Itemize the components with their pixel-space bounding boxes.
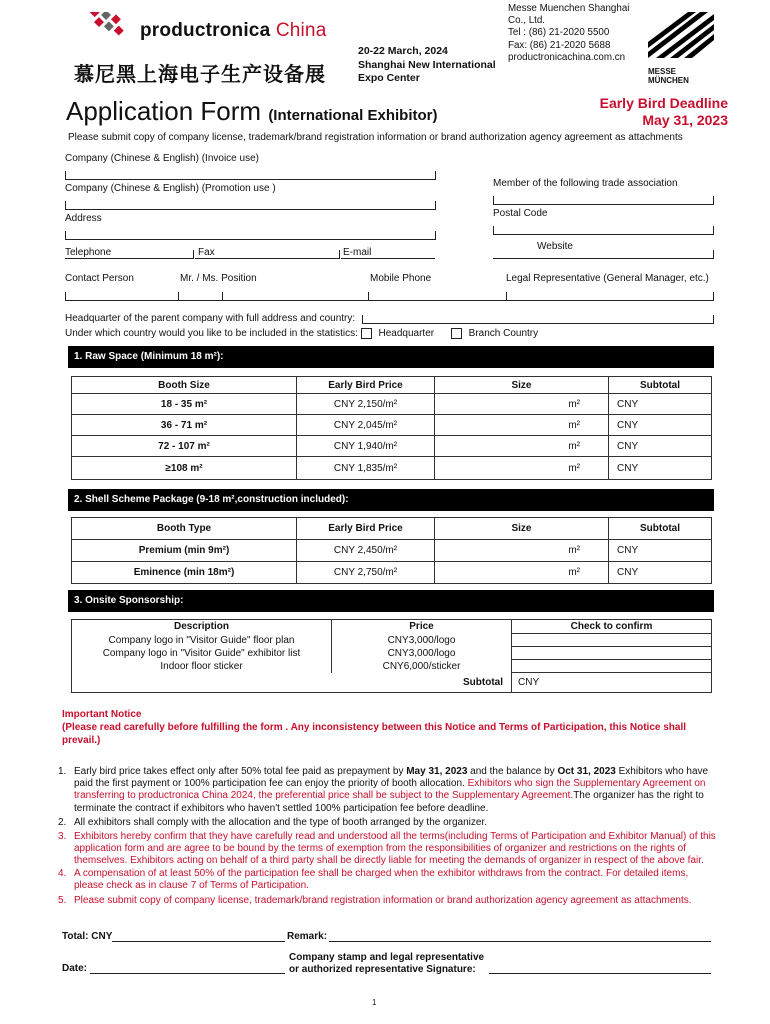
sponsorship-table xyxy=(71,619,712,693)
label-email: E-mail xyxy=(343,247,372,258)
label-mobile-phone: Mobile Phone xyxy=(370,273,432,284)
th-subtotal: Subtotal xyxy=(609,518,712,540)
label-fax: Fax xyxy=(198,247,215,258)
th-description: Description xyxy=(72,620,332,634)
th-size: Size xyxy=(435,518,609,540)
remark-field[interactable] xyxy=(329,941,711,942)
item-number: 5. xyxy=(58,894,67,906)
label-salutation-position: Mr. / Ms. Position xyxy=(180,273,257,284)
event-info xyxy=(358,45,496,86)
event-venue-line-1: Shanghai New International xyxy=(358,58,496,71)
th-early-bird-price: Early Bird Price xyxy=(297,377,435,394)
attachment-note: Please submit copy of company license, trademark/brand registration information or brand authorization agency agreement as attachments xyxy=(68,132,683,143)
important-notice xyxy=(62,708,702,747)
subtotal-input-cell[interactable]: CNY xyxy=(609,562,712,584)
list-item: 1. Early bird price takes effect only after 50% total fee paid as prepayment by May 31, 2023 and the balance by Oct 31, 2023 Exhibitors who have paid the first payment or 100% participation fee can enjoy the priority of booth allocation. Exhibitors who sign the Supplementary Agreement on transferring to productronica China 2024, the preferential price shall be subject to the Supplementary Agreement.The organizer has the right to terminate the contract if exhibitors who haven't settled 100% participation fee before deadline. xyxy=(58,766,709,814)
productronica-logo-icon xyxy=(72,12,150,52)
page-title: Application Form (International Exhibitor) xyxy=(66,96,438,126)
th-price: Price xyxy=(332,620,512,634)
item-number: 3. xyxy=(58,831,67,843)
sponsor-subtotal-input[interactable]: CNY xyxy=(512,673,712,693)
item-number: 2. xyxy=(58,816,67,828)
field-tick xyxy=(222,292,223,301)
field-tick xyxy=(65,231,66,240)
th-booth-type: Booth Type xyxy=(72,518,297,540)
shell-scheme-table xyxy=(71,517,712,584)
contact-row-field[interactable] xyxy=(65,300,714,301)
item-number: 1. xyxy=(58,766,67,777)
messe-stripes-icon xyxy=(648,12,714,58)
field-tick xyxy=(368,292,369,301)
messe-logo-text-1: MESSE xyxy=(648,67,677,76)
date-label: Date: xyxy=(62,963,88,974)
size-input-cell[interactable]: m² xyxy=(435,415,609,436)
size-input-cell[interactable]: m² xyxy=(435,562,609,584)
field-tick xyxy=(493,226,494,235)
field-tick xyxy=(362,315,363,324)
sponsor-price-cell: CNY6,000/sticker xyxy=(332,660,512,673)
section3-header: 3. Onsite Sponsorship: xyxy=(68,590,714,612)
field-tick xyxy=(178,292,179,301)
check-confirm-cell[interactable] xyxy=(512,660,712,673)
org-fax: Fax: (86) 21-2020 5688 xyxy=(508,39,611,51)
label-company-invoice: Company (Chinese & English) (Invoice use) xyxy=(65,153,259,164)
label-contact-person: Contact Person xyxy=(65,273,134,284)
price-cell: CNY 2,045/m² xyxy=(297,415,435,436)
table-row xyxy=(72,540,712,562)
th-subtotal: Subtotal xyxy=(609,377,712,394)
telephone-field[interactable] xyxy=(65,258,193,259)
sponsor-subtotal-label: Subtotal xyxy=(72,673,512,693)
sponsor-description-cell: Company logo in "Visitor Guide" exhibitor list xyxy=(72,647,332,660)
field-tick xyxy=(339,250,340,259)
field-tick xyxy=(506,292,507,301)
date-field[interactable] xyxy=(90,973,285,974)
list-item: 2. All exhibitors shall comply with the allocation and the type of booth arranged by the organizer. xyxy=(58,816,488,828)
company-invoice-field[interactable] xyxy=(65,179,435,180)
booth-type-cell: Premium (min 9m²) xyxy=(72,540,297,562)
subtotal-input-cell[interactable]: CNY xyxy=(609,436,712,457)
item-number: 4. xyxy=(58,868,67,880)
headquarter-checkbox[interactable] xyxy=(361,328,372,339)
messe-muenchen-logo xyxy=(648,12,714,84)
page-number: 1 xyxy=(372,998,377,1007)
organizer-info xyxy=(508,3,629,64)
address-field[interactable] xyxy=(65,239,435,240)
label-postal-code: Postal Code xyxy=(493,208,548,219)
size-input-cell[interactable]: m² xyxy=(435,394,609,415)
postal-code-field[interactable] xyxy=(493,234,714,235)
label-headquarter-option: Headquarter xyxy=(378,328,435,340)
field-tick xyxy=(713,196,714,205)
field-tick xyxy=(713,315,714,324)
th-booth-size: Booth Size xyxy=(72,377,297,394)
th-check-to-confirm: Check to confirm xyxy=(512,620,712,634)
field-tick xyxy=(193,250,194,259)
notice-heading: Important Notice xyxy=(62,709,142,720)
table-row xyxy=(72,457,712,480)
label-statistics: Under which country would you like to be included in the statistics: xyxy=(65,328,358,340)
field-tick xyxy=(435,201,436,210)
field-tick xyxy=(713,250,714,259)
price-cell: CNY 1,835/m² xyxy=(297,457,435,480)
org-name: Messe Muenchen Shanghai xyxy=(508,3,630,14)
label-legal-representative: Legal Representative (General Manager, etc.) xyxy=(506,273,709,284)
list-item: 4. A compensation of at least 50% of the participation fee shall be charged when the exhibitor withdraws from the contract. For detailed items, please check as in clause 7 of Terms of Participation. xyxy=(58,868,689,892)
org-tel: Tel : (86) 21-2020 5500 xyxy=(508,27,610,39)
th-size: Size xyxy=(435,377,609,394)
sponsor-description-cell: Indoor floor sticker xyxy=(72,660,332,673)
remark-label: Remark: xyxy=(287,931,328,942)
section2-header: 2. Shell Scheme Package (9-18 m²,construction included): xyxy=(68,489,714,511)
signature-label: Company stamp and legal representative or authorized representative Signature: xyxy=(289,952,485,975)
sponsor-price-cell: CNY3,000/logo xyxy=(332,634,512,647)
label-headquarter: Headquarter of the parent company with full address and country: xyxy=(65,313,356,324)
subtotal-input-cell[interactable]: CNY xyxy=(609,540,712,562)
sponsor-price-cell: CNY3,000/logo xyxy=(332,647,512,660)
table-row xyxy=(72,634,712,647)
website-field[interactable] xyxy=(493,258,714,259)
early-bird-deadline: Early Bird Deadline May 31, 2023 xyxy=(599,95,728,128)
notice-list xyxy=(58,766,718,907)
total-label: Total: CNY xyxy=(62,931,113,942)
headquarter-field[interactable] xyxy=(362,323,714,324)
field-tick xyxy=(713,292,714,301)
subtotal-input-cell[interactable]: CNY xyxy=(609,457,712,480)
field-tick xyxy=(435,231,436,240)
raw-space-table xyxy=(71,376,712,480)
table-row xyxy=(72,562,712,584)
fax-field[interactable] xyxy=(195,258,339,259)
field-tick xyxy=(65,292,66,301)
booth-type-cell: Eminence (min 18m²) xyxy=(72,562,297,584)
total-field[interactable] xyxy=(112,941,285,942)
th-early-bird-price: Early Bird Price xyxy=(297,518,435,540)
section1-header: 1. Raw Space (Minimum 18 m²): xyxy=(68,346,714,368)
table-row xyxy=(72,647,712,660)
field-tick xyxy=(65,201,66,210)
booth-size-cell: 36 - 71 m² xyxy=(72,415,297,436)
check-confirm-cell[interactable] xyxy=(512,634,712,647)
company-promotion-field[interactable] xyxy=(65,209,435,210)
field-tick xyxy=(493,196,494,205)
field-tick xyxy=(713,226,714,235)
table-row xyxy=(72,415,712,436)
label-telephone: Telephone xyxy=(65,247,112,258)
booth-size-cell: 18 - 35 m² xyxy=(72,394,297,415)
list-item: 3. Exhibitors hereby confirm that they have carefully read and understood all the terms(including Terms of Participation and Exhibitor Manual) of this application form and are agree to be bound by the terms of exemption from the responsibilities of organizer and restrictions on the rights of themselves. Exhibitors acting on behalf of a third party shall be directly liable for meeting the demands of organizer in respect of the above fair. xyxy=(58,831,716,867)
org-website: productronicachina.com.cn xyxy=(508,51,626,63)
check-confirm-cell[interactable] xyxy=(512,647,712,660)
price-cell: CNY 2,450/m² xyxy=(297,540,435,562)
notice-subheading: (Please read carefully before fulfilling the form . Any inconsistency between this Notice and Terms of Participation, this Notice shall prevail.) xyxy=(62,722,687,746)
list-item: 5. Please submit copy of company license, trademark/brand registration information or brand authorization agency agreement as attachments. xyxy=(58,894,692,906)
label-member-association: Member of the following trade association xyxy=(493,178,678,189)
price-cell: CNY 1,940/m² xyxy=(297,436,435,457)
label-branch-country-option: Branch Country xyxy=(468,328,539,340)
table-row xyxy=(72,436,712,457)
branch-country-checkbox[interactable] xyxy=(451,328,462,339)
table-row xyxy=(72,394,712,415)
field-tick xyxy=(65,171,66,180)
table-row xyxy=(72,660,712,673)
chinese-brand-name: 慕尼黑上海电子生产设备展 xyxy=(74,62,326,86)
booth-size-cell: ≥108 m² xyxy=(72,457,297,480)
booth-size-cell: 72 - 107 m² xyxy=(72,436,297,457)
field-tick xyxy=(435,171,436,180)
subtotal-input-cell[interactable]: CNY xyxy=(609,394,712,415)
price-cell: CNY 2,750/m² xyxy=(297,562,435,584)
member-association-field[interactable] xyxy=(493,204,714,205)
size-input-cell[interactable]: m² xyxy=(435,540,609,562)
label-address: Address xyxy=(65,213,102,224)
size-input-cell[interactable]: m² xyxy=(435,436,609,457)
label-website: Website xyxy=(537,241,573,252)
statistics-row xyxy=(65,328,538,339)
event-venue-line-2: Expo Center xyxy=(358,72,420,84)
price-cell: CNY 2,150/m² xyxy=(297,394,435,415)
sponsor-description-cell: Company logo in "Visitor Guide" floor plan xyxy=(72,634,332,647)
org-name-2: Co., Ltd. xyxy=(508,15,546,27)
subtotal-input-cell[interactable]: CNY xyxy=(609,415,712,436)
event-dates: 20-22 March, 2024 xyxy=(358,45,448,57)
size-input-cell[interactable]: m² xyxy=(435,457,609,480)
brand-name: productronica China xyxy=(140,20,327,41)
label-company-promotion: Company (Chinese & English) (Promotion use ) xyxy=(65,183,276,194)
messe-logo-text-2: MÜNCHEN xyxy=(648,76,689,85)
signature-field[interactable] xyxy=(489,973,711,974)
email-field[interactable] xyxy=(341,258,435,259)
